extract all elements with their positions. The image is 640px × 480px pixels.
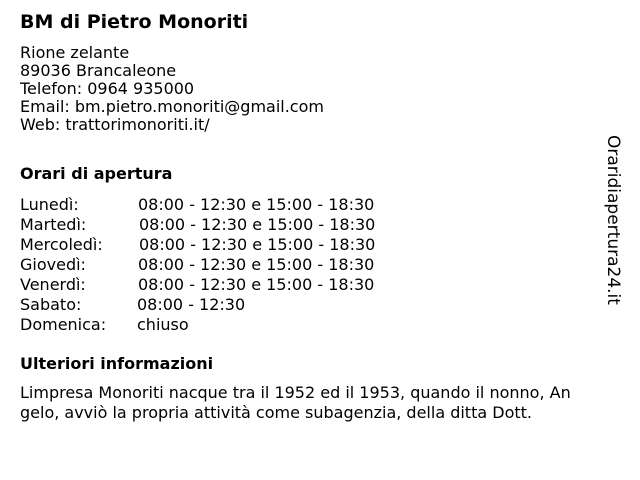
time-range: 08:00 - 12:30 xyxy=(137,295,246,314)
business-name: BM di Pietro Monoriti xyxy=(20,11,249,33)
day-label: Sabato: xyxy=(20,295,82,314)
city-postal: 89036 Brancaleone xyxy=(20,61,177,80)
time-range: 08:00 - 12:30 e 15:00 - 18:30 xyxy=(138,275,375,294)
day-label: Martedì: xyxy=(20,215,87,234)
hours-heading: Orari di apertura xyxy=(20,164,173,183)
website: Web: trattorimonoriti.it/ xyxy=(20,115,210,134)
day-label: Domenica: xyxy=(20,315,107,334)
time-range: 08:00 - 12:30 e 15:00 - 18:30 xyxy=(138,255,375,274)
day-label: Mercoledì: xyxy=(20,235,103,254)
time-range: 08:00 - 12:30 e 15:00 - 18:30 xyxy=(139,235,376,254)
street-address: Rione zelante xyxy=(20,43,130,62)
time-range: chiuso xyxy=(137,315,189,334)
phone-number: Telefon: 0964 935000 xyxy=(20,79,195,98)
time-range: 08:00 - 12:30 e 15:00 - 18:30 xyxy=(138,195,375,214)
day-label: Venerdì: xyxy=(20,275,86,294)
day-label: Lunedì: xyxy=(20,195,79,214)
site-watermark: Oraridiapertura24.it xyxy=(603,135,623,305)
time-range: 08:00 - 12:30 e 15:00 - 18:30 xyxy=(139,215,376,234)
info-line: Limpresa Monoriti nacque tra il 1952 ed il 1953, quando il nonno, An xyxy=(20,383,571,402)
info-heading: Ulteriori informazioni xyxy=(20,354,214,373)
day-label: Giovedì: xyxy=(20,255,86,274)
contact-block xyxy=(20,44,324,134)
email-address: Email: bm.pietro.monoriti@gmail.com xyxy=(20,97,324,116)
info-paragraph xyxy=(20,383,620,423)
info-line: gelo, avviò la propria attività come subagenzia, della ditta Dott. xyxy=(20,403,532,422)
